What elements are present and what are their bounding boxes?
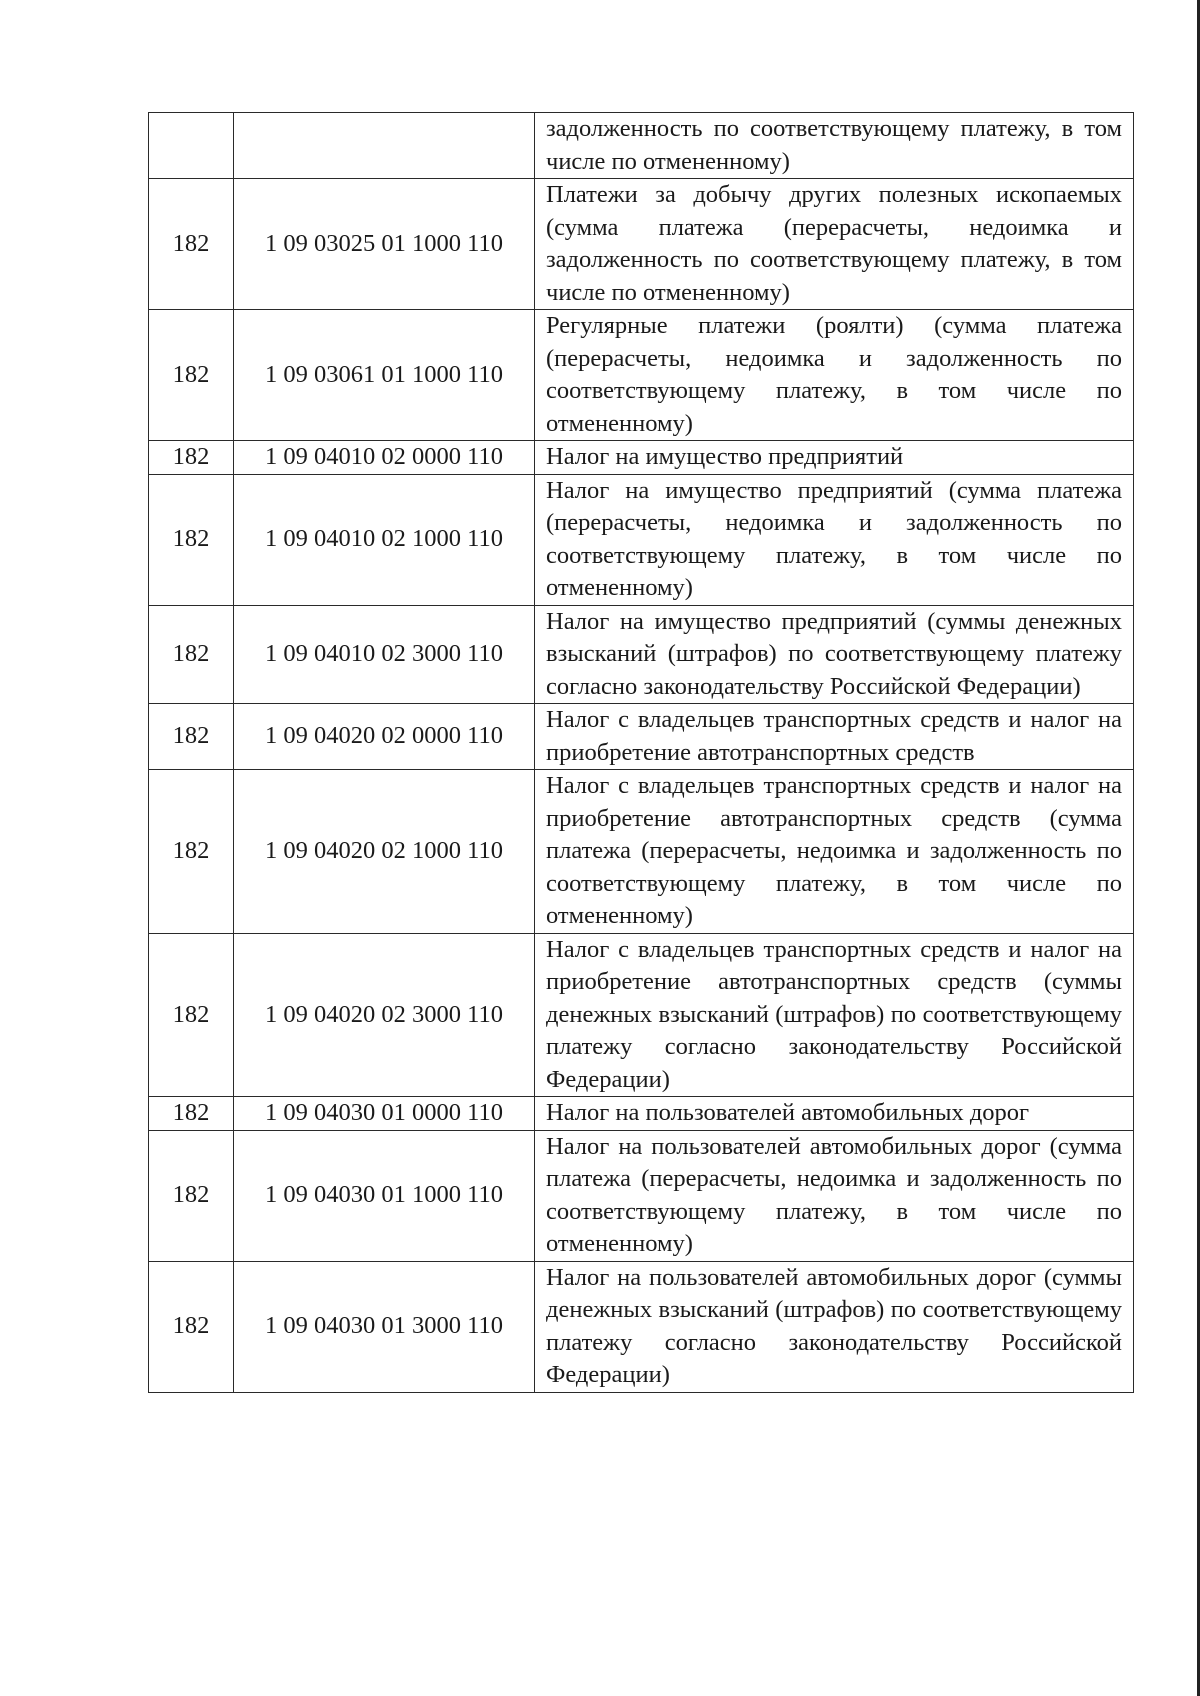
table-row: [149, 441, 1134, 475]
description-cell: Налог на пользователей автомобильных дорог (суммы денежных взысканий (штрафов) по соответствующему платежу согласно законодательству Российской Федерации): [535, 1261, 1134, 1392]
table-row: [149, 113, 1134, 179]
table-row: [149, 704, 1134, 770]
admin-code-cell: 182: [149, 1261, 234, 1392]
table-row: [149, 1097, 1134, 1131]
table-row: [149, 310, 1134, 441]
table-row: [149, 1130, 1134, 1261]
admin-code-cell: 182: [149, 179, 234, 310]
description-cell: Регулярные платежи (роялти) (сумма платежа (перерасчеты, недоимка и задолженность по соответствующему платежу, в том числе по отмененному): [535, 310, 1134, 441]
budget-code-cell: 1 09 04030 01 0000 110: [234, 1097, 535, 1131]
budget-code-cell: 1 09 04020 02 0000 110: [234, 704, 535, 770]
admin-code-cell: 182: [149, 770, 234, 934]
admin-code-cell: 182: [149, 1130, 234, 1261]
table-row: [149, 605, 1134, 704]
admin-code-cell: 182: [149, 1097, 234, 1131]
admin-code-cell: 182: [149, 310, 234, 441]
budget-code-cell: 1 09 04020 02 3000 110: [234, 933, 535, 1097]
budget-code-cell: [234, 113, 535, 179]
table-row: [149, 1261, 1134, 1392]
description-cell: Платежи за добычу других полезных ископаемых (сумма платежа (перерасчеты, недоимка и задолженность по соответствующему платежу, в том числе по отмененному): [535, 179, 1134, 310]
budget-code-cell: 1 09 04020 02 1000 110: [234, 770, 535, 934]
description-cell: Налог на имущество предприятий (суммы денежных взысканий (штрафов) по соответствующему платежу согласно законодательству Российской Федерации): [535, 605, 1134, 704]
budget-codes-table-body: [149, 113, 1134, 1393]
budget-code-cell: 1 09 04010 02 3000 110: [234, 605, 535, 704]
budget-code-cell: 1 09 04010 02 0000 110: [234, 441, 535, 475]
admin-code-cell: [149, 113, 234, 179]
description-cell: Налог с владельцев транспортных средств и налог на приобретение автотранспортных средств (суммы денежных взысканий (штрафов) по соответствующему платежу согласно законодательству Российской Федерации): [535, 933, 1134, 1097]
table-row: [149, 474, 1134, 605]
table-row: [149, 933, 1134, 1097]
admin-code-cell: 182: [149, 933, 234, 1097]
budget-code-cell: 1 09 03061 01 1000 110: [234, 310, 535, 441]
description-cell: Налог с владельцев транспортных средств и налог на приобретение автотранспортных средств: [535, 704, 1134, 770]
budget-code-cell: 1 09 04010 02 1000 110: [234, 474, 535, 605]
description-cell: Налог на пользователей автомобильных дорог: [535, 1097, 1134, 1131]
budget-code-cell: 1 09 04030 01 3000 110: [234, 1261, 535, 1392]
admin-code-cell: 182: [149, 474, 234, 605]
description-cell: Налог с владельцев транспортных средств и налог на приобретение автотранспортных средств (сумма платежа (перерасчеты, недоимка и задолженность по соответствующему платежу, в том числе по отмененному): [535, 770, 1134, 934]
admin-code-cell: 182: [149, 441, 234, 475]
budget-code-cell: 1 09 03025 01 1000 110: [234, 179, 535, 310]
budget-code-cell: 1 09 04030 01 1000 110: [234, 1130, 535, 1261]
budget-codes-table: [148, 112, 1134, 1393]
table-row: [149, 770, 1134, 934]
description-cell: Налог на пользователей автомобильных дорог (сумма платежа (перерасчеты, недоимка и задолженность по соответствующему платежу, в том числе по отмененному): [535, 1130, 1134, 1261]
table-row: [149, 179, 1134, 310]
admin-code-cell: 182: [149, 605, 234, 704]
admin-code-cell: 182: [149, 704, 234, 770]
description-cell: задолженность по соответствующему платежу, в том числе по отмененному): [535, 113, 1134, 179]
description-cell: Налог на имущество предприятий (сумма платежа (перерасчеты, недоимка и задолженность по соответствующему платежу, в том числе по отмененному): [535, 474, 1134, 605]
description-cell: Налог на имущество предприятий: [535, 441, 1134, 475]
